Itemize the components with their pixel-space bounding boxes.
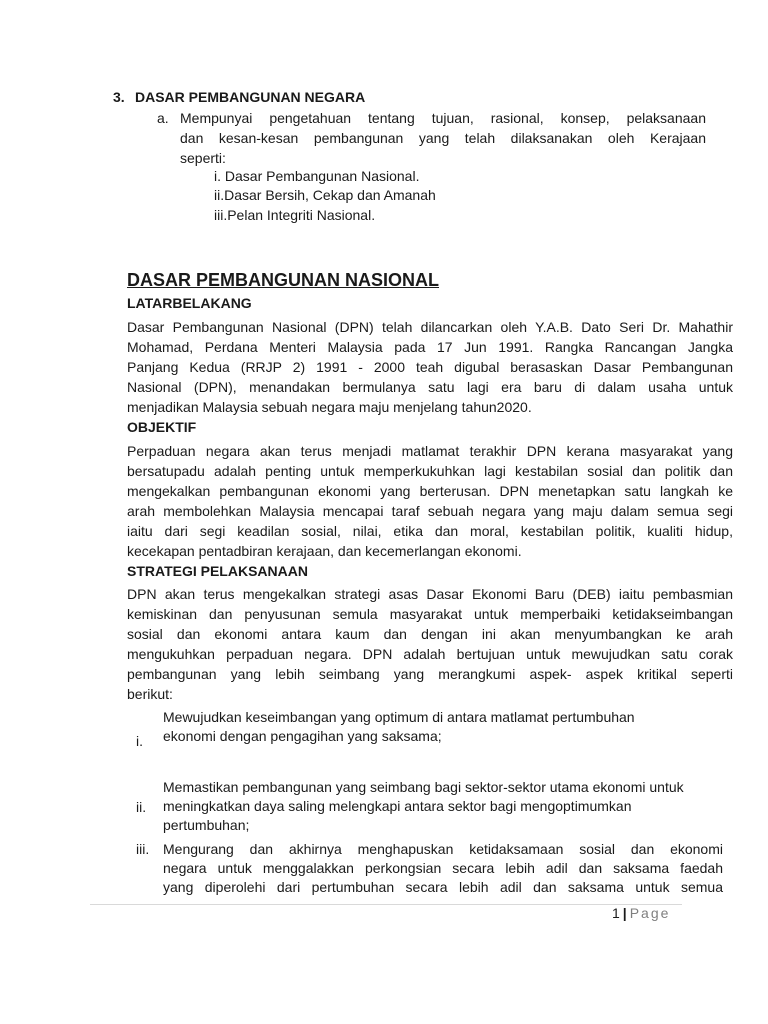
list-item (163, 778, 723, 835)
list-item-line: Mewujudkan keseimbangan yang optimum di antara matlamat pertumbuhan (163, 709, 635, 725)
paragraph-line: arah membolehkan Malaysia mencapai taraf sebuah negara yang maju dalam semua segi (127, 503, 733, 519)
section-title: DASAR PEMBANGUNAN NEGARA (135, 89, 366, 105)
paragraph-line: kecekapan pentadbiran kerajaan, dan kecemerlangan ekonomi. (127, 543, 522, 559)
sub-item: i. Dasar Pembangunan Nasional. (214, 168, 420, 184)
dpn-heading: DASAR PEMBANGUNAN NASIONAL (127, 270, 440, 290)
list-numeral: i. (136, 733, 143, 749)
paragraph-line: Panjang Kedua (RRJP 2) 1991 - 2000 teah digubal berasaskan Dasar Pembangunan (127, 359, 733, 375)
item-a-line: dan kesan-kesan pembangunan yang telah dilaksanakan oleh Kerajaan (180, 130, 706, 146)
page-number: 1 (612, 905, 620, 921)
objektif-heading: OBJEKTIF (127, 419, 197, 435)
item-a-label: a. (157, 110, 169, 126)
paragraph-line: iaitu dari segi keadilan sosial, nilai, etika dan moral, kestabilan politik, kualiti hidup, (127, 523, 733, 539)
list-item-line: yang diperolehi dari pertumbuhan secara lebih adil dan saksama untuk semua (163, 879, 723, 895)
list-item-line: ekonomi dengan pengagihan yang saksama; (163, 728, 442, 744)
paragraph-line: mengekalkan pembangunan ekonomi yang berterusan. DPN menetapkan satu langkah ke (127, 483, 733, 499)
item-a-line: Mempunyai pengetahuan tentang tujuan, rasional, konsep, pelaksanaan (180, 110, 706, 126)
list-item-line: Mengurang dan akhirnya menghapuskan ketidaksamaan sosial dan ekonomi (163, 841, 723, 857)
paragraph-line: menjadikan Malaysia sebuah negara maju menjelang tahun2020. (127, 399, 532, 415)
section-number: 3. (113, 89, 125, 105)
list-item (163, 840, 723, 897)
list-item-line: pertumbuhan; (163, 817, 250, 833)
section-heading (113, 89, 365, 105)
paragraph-line: kemiskinan dan penyusunan semula masyarakat untuk memperbaiki ketidakseimbangan (127, 606, 733, 622)
list-numeral: iii. (136, 841, 150, 857)
sub-item: iii.Pelan Integriti Nasional. (214, 207, 376, 223)
page-word: Page (629, 905, 671, 921)
strategi-heading: STRATEGI PELAKSANAAN (127, 563, 308, 579)
strategi-paragraph (127, 584, 733, 704)
list-item-line: negara untuk menggalakkan perkongsian secara lebih adil dan saksama faedah (163, 860, 723, 876)
latarbelakang-paragraph (127, 317, 733, 417)
item-a-line: seperti: (180, 150, 226, 166)
list-item-line: meningkatkan daya saling melengkapi antara sektor bagi mengoptimumkan (163, 798, 632, 814)
paragraph-line: bersatupadu adalah penting untuk memperkukuhkan lagi kestabilan sosial dan politik dan (127, 463, 733, 479)
paragraph-line: Dasar Pembangunan Nasional (DPN) telah dilancarkan oleh Y.A.B. Dato Seri Dr. Mahathir (127, 319, 733, 335)
paragraph-line: Nasional (DPN), menandakan bermulanya satu lagi era baru di dalam usaha untuk (127, 379, 733, 395)
paragraph-line: DPN akan terus mengekalkan strategi asas Dasar Ekonomi Baru (DEB) iaitu pembasmian (127, 586, 733, 602)
paragraph-line: pembangunan yang lebih seimbang yang merangkumi aspek- aspek kritikal seperti (127, 666, 733, 682)
sub-item: ii.Dasar Bersih, Cekap dan Amanah (214, 187, 436, 203)
list-item (163, 708, 723, 746)
paragraph-line: Mohamad, Perdana Menteri Malaysia pada 17 Jun 1991. Rangka Rancangan Jangka (127, 339, 733, 355)
latarbelakang-heading: LATARBELAKANG (127, 295, 252, 311)
item-a-text (180, 108, 706, 168)
page-separator: | (622, 905, 627, 921)
paragraph-line: sosial dan ekonomi antara kaum dan dengan ini akan menyumbangkan ke arah (127, 626, 733, 642)
list-item-line: Memastikan pembangunan yang seimbang bagi sektor-sektor utama ekonomi untuk (163, 779, 684, 795)
paragraph-line: mengukuhkan perpaduan negara. DPN adalah bertujuan untuk mewujudkan satu corak (127, 646, 733, 662)
page-footer (612, 905, 670, 921)
footer-divider (90, 904, 682, 905)
paragraph-line: Perpaduan negara akan terus menjadi matlamat terakhir DPN kerana masyarakat yang (127, 443, 733, 459)
paragraph-line: berikut: (127, 686, 173, 702)
objektif-paragraph (127, 441, 733, 561)
list-numeral: ii. (136, 799, 147, 815)
